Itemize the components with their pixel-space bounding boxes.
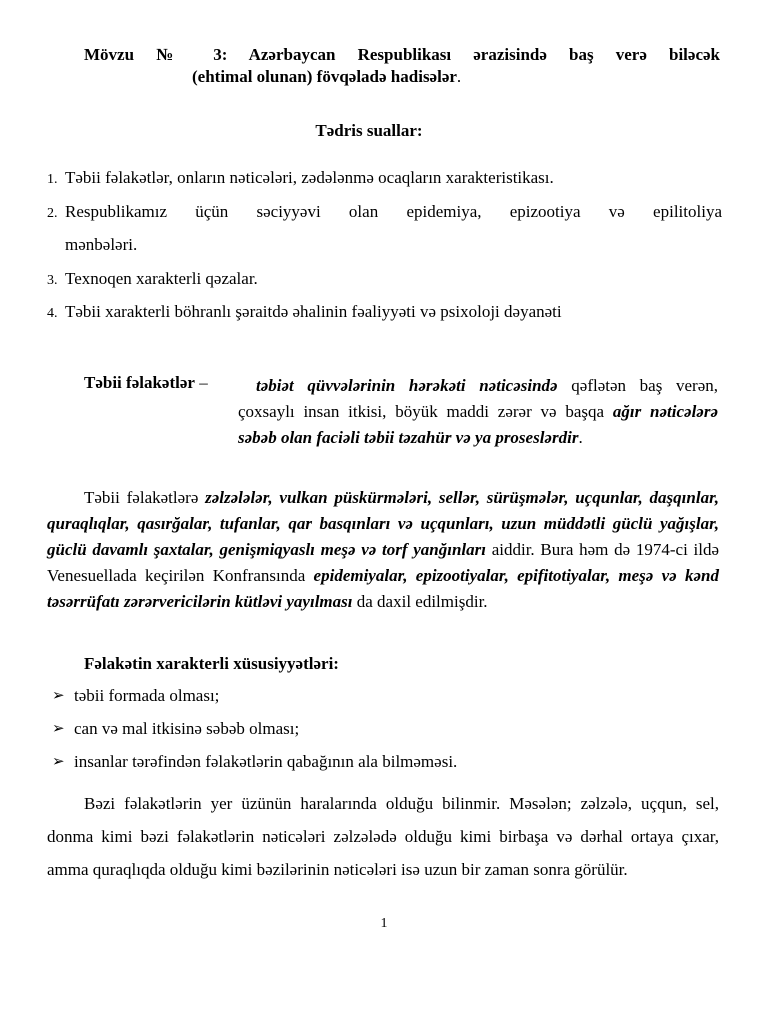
paragraph-text: aiddir. Bura həm də 1974-ci ildə Venesuellada keçirilən Konfransında — [47, 540, 719, 585]
document-title-line1: Mövzu № 3: Azərbaycan Respublikası ərazisində baş verə biləcək — [84, 45, 720, 64]
question-item — [47, 268, 722, 292]
question-continuation: mənbələri. — [65, 235, 138, 254]
question-text: Təbii fəlakətlər, onların nəticələri, zədələnmə ocaqların xarakteristikası. — [65, 168, 554, 187]
paragraph-text: da daxil edilmişdir. — [352, 592, 488, 611]
question-number: 1. — [47, 172, 58, 187]
list-item — [52, 718, 457, 751]
list-item — [52, 685, 457, 718]
definition-body — [238, 373, 718, 451]
paragraph-emphasis: epidemiyalar, epizootiyalar, epifitotiyalar, meşə və kənd təsərrüfatı zərərvericilərin kütləvi yayılması — [47, 566, 719, 611]
arrow-bullet-icon: ➢ — [52, 688, 65, 704]
question-item — [47, 301, 722, 325]
definition-emphasis-1: təbiət qüvvələrinin hərəkəti nəticəsində — [256, 376, 558, 395]
definition-term-text: Təbii fəlakətlər — [84, 373, 195, 392]
question-text: Texnoqen xarakterli qəzalar. — [65, 269, 258, 288]
question-item — [47, 167, 722, 191]
paragraph-text: Təbii fəlakətlərə — [84, 488, 206, 507]
page-number: 1 — [380, 916, 388, 931]
arrow-bullet-icon: ➢ — [52, 721, 65, 737]
document-title-line2-text: (ehtimal olunan) fövqəladə hadisələr — [192, 67, 457, 86]
paragraph-text: Bəzi fəlakətlərin yer üzünün haralarında olduğu bilinmir. Məsələn; zəlzələ, uçqun, sel, donma kimi bəzi fəlakətlərin nəticələri zəlzələdə olduğu kimi birbaşa və dərhal ortaya çıxar, amma quraqlıqda olduğu kimi bəzilərinin nəticələri isə uzun bir zaman sonra görülür. — [47, 794, 719, 879]
definition-term — [84, 373, 208, 393]
question-number: 4. — [47, 306, 58, 321]
document-title-line2 — [192, 66, 461, 88]
question-item — [47, 201, 722, 225]
definition-end: . — [578, 428, 583, 447]
section-subtitle: Tədris suallar: — [315, 121, 423, 140]
features-heading: Fəlakətin xarakterli xüsusiyyətləri: — [84, 654, 339, 673]
list-item — [52, 751, 457, 784]
list-item-text: can və mal itkisinə səbəb olması; — [74, 719, 300, 738]
definition-emphasis-2: ağır nəticələrə səbəb olan faciəli təbii təzahür və ya proseslərdir — [238, 402, 718, 447]
definition-dash: – — [194, 373, 208, 392]
question-text: Təbii xarakterli böhranlı şəraitdə əhalinin fəaliyyəti və psixoloji dəyanəti — [65, 302, 562, 321]
paragraph-consequences — [47, 787, 719, 886]
list-item-text: təbii formada olması; — [74, 686, 220, 705]
question-text: Respublikamız üçün səciyyəvi olan epidemiya, epizootiya və epilitoliya — [65, 202, 722, 221]
paragraph-emphasis: zəlzələlər, vulkan püskürmələri, sellər, sürüşmələr, uçqunlar, daşqınlar, quraqlıqlar, qasırğalar, tufanlar, qar basqınları və uçqunları, uzun müddətli güclü yağışlar, güclü davamlı şaxtalar, genişmiqyaslı meşə və torf yanğınları — [47, 488, 719, 559]
document-title-period: . — [456, 67, 462, 86]
question-number: 2. — [47, 206, 58, 221]
question-number: 3. — [47, 273, 58, 288]
arrow-bullet-icon: ➢ — [52, 754, 65, 770]
definition-text-1: qəflətən baş verən, çoxsaylı insan itkisi, böyük maddi zərər və başqa — [238, 376, 718, 421]
list-item-text: insanlar tərəfindən fəlakətlərin qabağının ala bilməməsi. — [74, 752, 458, 771]
features-list — [52, 685, 457, 784]
paragraph-disasters — [47, 485, 719, 615]
